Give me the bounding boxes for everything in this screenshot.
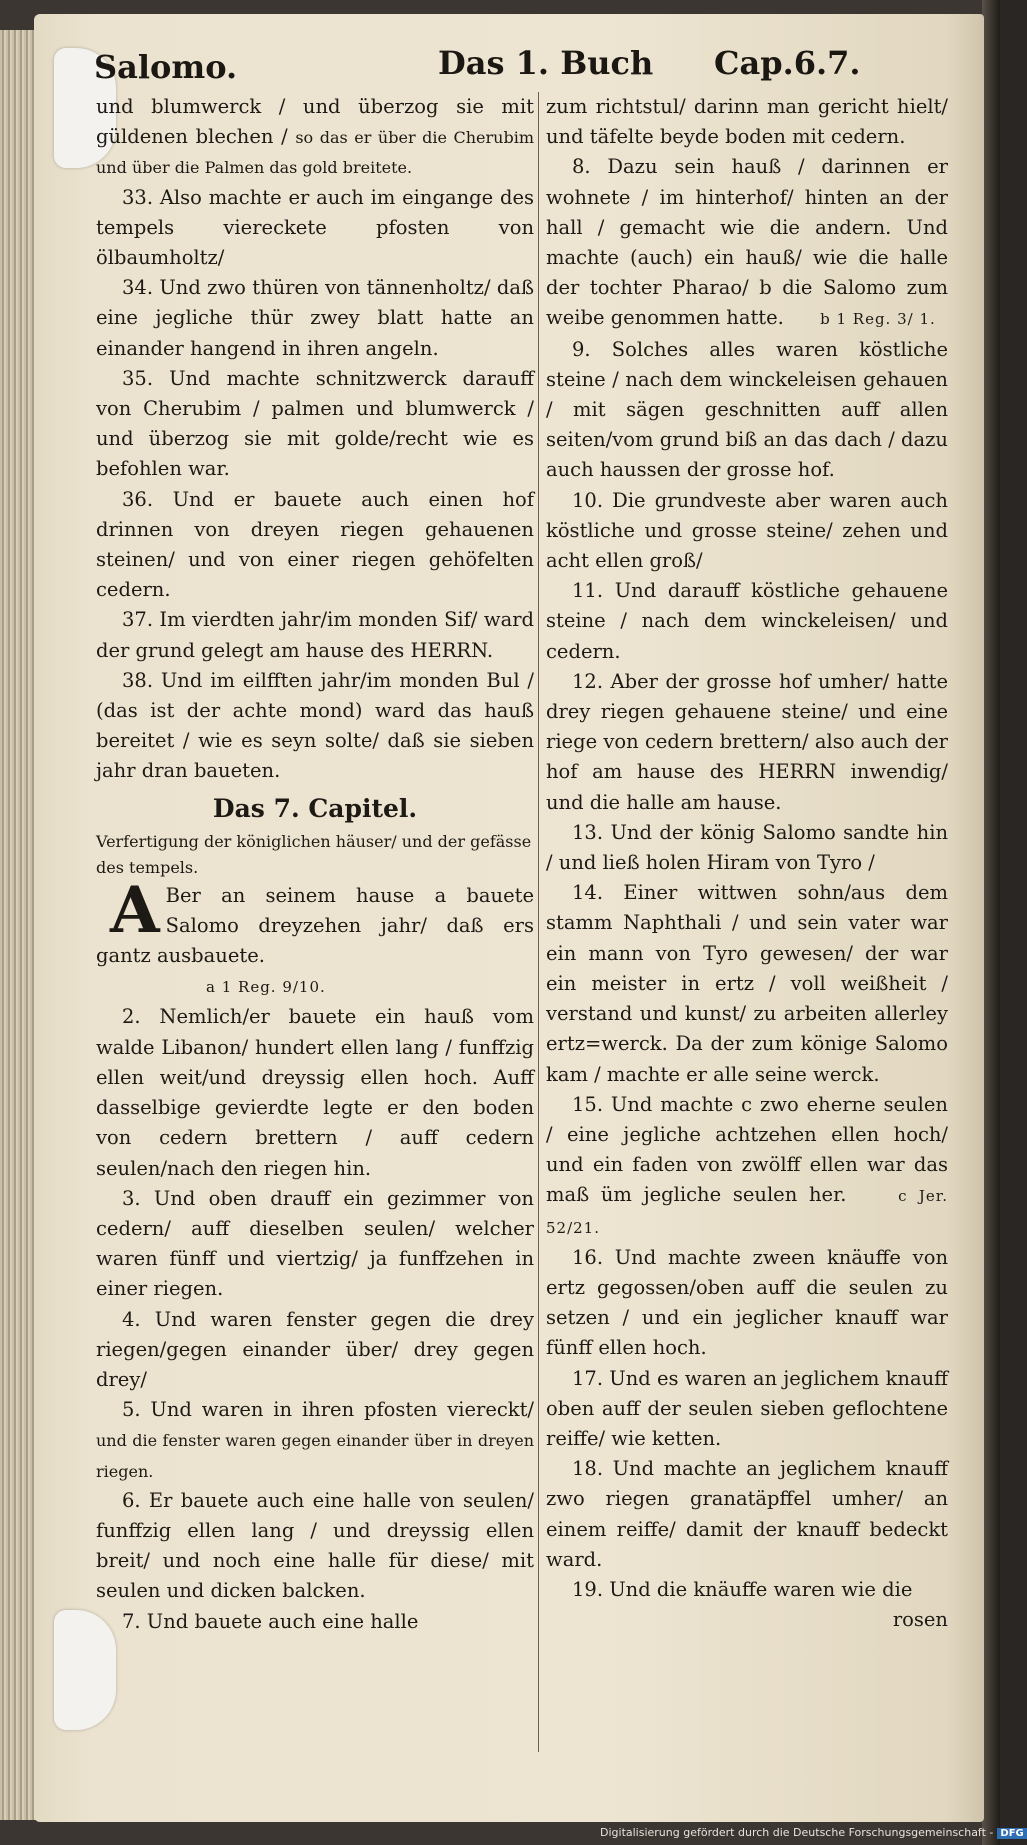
verse-5: 5. Und waren in ihren pfosten viereckt/ und die fenster waren gegen einander über in dreyen riegen. (96, 1398, 534, 1481)
running-header (90, 40, 950, 90)
verse-36: 36. Und er bauete auch einen hof drinnen von dreyen riegen gehauenen steinen/ und von einer riegen gehöfelten cedern. (96, 487, 534, 602)
cross-reference: a 1 Reg. 9/10. (206, 978, 326, 997)
left-column (96, 92, 534, 1637)
verse-continuation: und blumwerck / und überzog sie mit güldenen blechen / so das er über die Cherubim und über die Palmen das gold breitete. (96, 95, 535, 178)
verse-8: 8. Dazu sein hauß / darinnen er wohnete / im hinterhof/ hinten an der hall / gemacht wie die andern. Und machte (auch) ein hauß/ wie die halle der tochter Pharao/ b die Salomo zum weibe genommen hatte. b 1 Reg. 3/ 1. (546, 155, 948, 330)
verse-18: 18. Und machte an jeglichem knauff zwo riegen granatäpffel umher/ an einem reiffe/ damit der knauff bedeckt ward. (546, 1457, 948, 1571)
verse-15: 15. Und machte c zwo eherne seulen / eine jegliche achtzehen ellen hoch/ und ein faden von zwölff ellen war das maß üm jegliche seulen her. c Jer. 52/21. (546, 1092, 949, 1237)
verse-3: 3. Und oben drauff ein gezimmer von cedern/ auff dieselben seulen/ welcher waren fünff und viertzig/ ja funffzehen in einer riegen. (96, 1186, 534, 1301)
column-divider (538, 92, 539, 1752)
dfg-logo: DFG (997, 1828, 1026, 1839)
cross-reference: c Jer. 52/21. (546, 1187, 949, 1237)
drop-cap: A (110, 872, 160, 948)
credit-text: Digitalisierung gefördert durch die Deutsche Forschungsgemeinschaft - (600, 1826, 994, 1839)
verse-19: 19. Und die knäuffe waren wie die (572, 1577, 913, 1601)
verse-38: 38. Und im eilfften jahr/im monden Bul / (das ist der achte mond) ward das hauß bereitet / wie es seyn solte/ daß sie sieben jahr dran baueten. (96, 668, 534, 783)
verse-16: 16. Und machte zween knäuffe von ertz gegossen/oben auff die seulen zu setzen / und ein jeglicher knauff war fünff ellen hoch. (546, 1245, 948, 1360)
verse-35: 35. Und machte schnitzwerck darauff von Cherubim / palmen und blumwerck / und überzog sie mit golde/recht wie es befohlen war. (96, 366, 534, 481)
verse-7: 7. Und bauete auch eine halle (122, 1609, 419, 1633)
verse-33: 33. Also machte er auch im eingange des tempels viereckete pfosten von ölbaumholtz/ (96, 185, 534, 270)
header-left: Salomo. (94, 48, 238, 86)
verse-6: 6. Er bauete auch eine halle von seulen/ funffzig ellen lang / und dreyssig ellen breit/ und noch eine halle für diese/ mit seulen und dicken balcken. (96, 1488, 534, 1603)
verse-1: A Ber an seinem hause a bauete Salomo dreyzehen jahr/ daß ers gantz ausbauete. a 1 Reg. 9/10. (96, 872, 534, 997)
verse-34: 34. Und zwo thüren von tännenholtz/ daß eine jegliche thür zwey blatt hatte an einander hangend in ihren angeln. (96, 276, 534, 360)
page-stack-edge (0, 30, 36, 1820)
verse-37: 37. Im vierdten jahr/im monden Sif/ ward der grund gelegt am hause des HERRN. (96, 608, 534, 662)
verse-11: 11. Und darauff köstliche gehauene steine / nach dem winckeleisen/ und cedern. (546, 579, 948, 663)
verse-10: 10. Die grundveste aber waren auch köstliche und grosse steine/ zehen und acht ellen groß/ (546, 488, 948, 573)
right-column (546, 92, 948, 1635)
verse-2: 2. Nemlich/er bauete ein hauß vom walde Libanon/ hundert ellen lang / funffzig ellen weit/und dreyssig ellen hoch. Auff dasselbige gevierdte legte er den boden von cedern brettern / auff cedern seulen/nach den riegen hin. (96, 1005, 534, 1180)
verse-4: 4. Und waren fenster gegen die drey riegen/gegen einander über/ drey gegen drey/ (96, 1307, 534, 1391)
header-chapter: Cap.6.7. (714, 44, 861, 82)
verse-9: 9. Solches alles waren köstliche steine / nach dem winckeleisen gehauen / mit sägen geschnitten auff allen seiten/vom grund biß an das dach / dazu auch haussen der grosse hof. (546, 337, 948, 482)
digitization-credit (600, 1826, 1024, 1842)
verse-17: 17. Und es waren an jeglichem knauff oben auff der seulen sieben geflochtene reiffe/ wie ketten. (546, 1366, 948, 1450)
cross-reference: b 1 Reg. 3/ 1. (820, 310, 936, 329)
chapter-title: Das 7. Capitel. (212, 793, 418, 823)
header-book-title: Das 1. Buch (438, 44, 654, 82)
verse-13: 13. Und der könig Salomo sandte hin / und ließ holen Hiram von Tyro / (546, 820, 948, 875)
verse-7-continuation: zum richtstul/ darinn man gericht hielt/ und täfelte beyde boden mit cedern. (546, 95, 948, 149)
chapter-summary: Verfertigung der königlichen häuser/ und der gefässe des tempels. (96, 831, 532, 877)
verse-14: 14. Einer wittwen sohn/aus dem stamm Naphthali / und sein vater war ein mann von Tyro gewesen/ der war ein meister in ertz / voll weißheit / verstand und kunst/ zu arbeiten allerley ertz=werck. Da der zum könige Salomo kam / machte er alle seine werck. (546, 881, 948, 1086)
verse-12: 12. Aber der grosse hof umher/ hatte drey riegen gehauene steine/ und eine riege von cedern brettern/ also auch der hof am hause des HERRN inwendig/ und die halle am hause. (546, 669, 948, 814)
book-cover-edge (982, 0, 1000, 1845)
catchword: rosen (892, 1608, 948, 1632)
